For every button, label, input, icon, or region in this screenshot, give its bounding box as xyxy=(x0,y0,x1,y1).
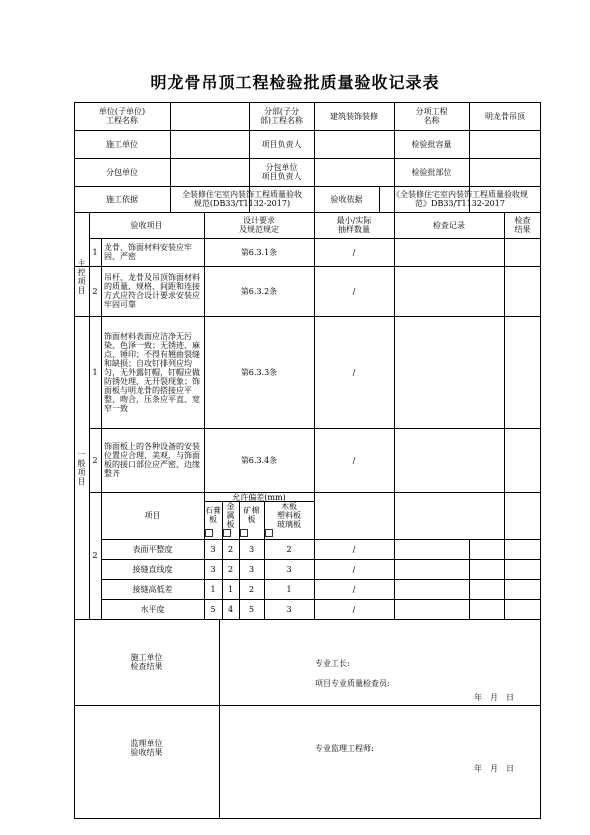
proj-lead-label: 项目负责人 xyxy=(261,139,302,149)
tol-material: 石膏 板 xyxy=(205,506,221,524)
tol-no: 2 xyxy=(92,551,98,560)
tol-row-name: 水平度 xyxy=(140,604,165,614)
inspector-label: 项目专业质量检查员: xyxy=(315,678,390,688)
general-item-no: 2 xyxy=(92,455,98,465)
general-item-text: 饰面材料表面应洁净无污染、色泽一致；无锈迹、麻点、锤印；不得有翘曲裂缝和缺损；自攻钉排列应均匀，无外露钉帽，钉帽应做防锈处理，无开裂现象；饰面板与明龙骨的搭接应平整、吻合，压条应平直、宽窄一致 xyxy=(104,331,200,413)
date-1: 年 月 日 xyxy=(474,692,514,702)
tol-row-sample: / xyxy=(352,544,356,554)
tol-material: 木板 塑料板 玻璃板 xyxy=(277,501,301,529)
main-item-sample: / xyxy=(352,247,356,257)
general-item-sample: / xyxy=(352,367,356,377)
grid-line xyxy=(219,619,220,819)
main-item-req: 第6.3.1条 xyxy=(240,247,278,257)
date-2: 年 月 日 xyxy=(474,763,514,773)
tol-row-value: 3 xyxy=(248,544,255,554)
grid-line xyxy=(394,212,395,619)
foreman-label: 专业工长: xyxy=(315,658,350,668)
tol-row-name: 接缝高低差 xyxy=(132,584,173,594)
unit-label: 单位(子单位) 工程名称 xyxy=(98,107,146,125)
batch-pos-label: 检验批部位 xyxy=(411,167,452,177)
main-item-sample: / xyxy=(352,286,356,296)
tol-title: 允许偏差(mm) xyxy=(232,492,286,502)
general-item-sample: / xyxy=(352,455,356,465)
tol-row-name: 表面平整度 xyxy=(132,544,173,554)
main-item-no: 1 xyxy=(92,247,98,257)
general-label: 一般项目 xyxy=(77,449,86,486)
tol-row-value: 1 xyxy=(227,584,234,594)
page-title: 明龙骨吊顶工程检验批质量验收记录表 xyxy=(150,73,440,92)
tol-material: 矿棉 板 xyxy=(243,506,260,524)
checkbox xyxy=(240,529,248,537)
col-record: 检查记录 xyxy=(433,220,465,230)
tol-row-value: 3 xyxy=(248,564,255,574)
constr-unit-label: 施工单位 xyxy=(106,139,138,149)
grid-line xyxy=(504,212,505,619)
tol-row-value: 2 xyxy=(248,584,255,594)
tol-row-value: 1 xyxy=(210,584,216,594)
engineer-label: 专业监理工程师: xyxy=(315,743,374,753)
grid-line xyxy=(204,316,205,492)
main-item-no: 2 xyxy=(92,286,98,296)
tol-row-value: 1 xyxy=(286,584,292,594)
col-result: 检查 结果 xyxy=(514,216,531,234)
main-label: 主控项目 xyxy=(77,259,86,295)
general-item-req: 第6.3.3条 xyxy=(240,367,278,377)
sub-unit-label: 分包单位 xyxy=(106,167,138,177)
general-item-req: 第6.3.4条 xyxy=(240,455,278,465)
tol-row-value: 2 xyxy=(286,544,292,554)
tol-row-sample: / xyxy=(352,564,356,574)
tol-row-value: 2 xyxy=(227,564,234,574)
checkbox xyxy=(223,529,231,537)
subunit-value: 建筑装饰装修 xyxy=(330,111,378,121)
item-label: 分项工程 名称 xyxy=(415,107,448,125)
tol-item-label: 项目 xyxy=(144,511,161,520)
checkbox xyxy=(265,529,273,537)
grid-line xyxy=(379,186,380,212)
tol-row-value: 3 xyxy=(286,604,292,614)
basis-value: 全装修住宅室内装饰工程质量验收 规范(DB33/T1132-2017) xyxy=(182,190,302,208)
checkbox xyxy=(205,529,213,537)
accept-basis-value: 《全装修住宅室内装饰工程质量验收规 范》DB33/T1132-2017 xyxy=(392,190,528,208)
tol-row-value: 2 xyxy=(227,544,234,554)
tol-row-value: 5 xyxy=(210,604,216,614)
main-item-req: 第6.3.2条 xyxy=(240,286,278,296)
accept-basis-label: 验收依据 xyxy=(330,194,363,204)
tol-row-value: 3 xyxy=(286,564,292,574)
tol-row-value: 3 xyxy=(210,564,216,574)
basis-label: 施工依据 xyxy=(106,194,138,204)
main-item-text: 龙骨、饰面材料安装应牢固、严密 xyxy=(104,243,192,261)
general-item-no: 1 xyxy=(92,367,98,377)
super-result-label: 监理单位 验收结果 xyxy=(130,739,163,757)
col-sampling: 最小/实际 抽样数量 xyxy=(336,216,372,234)
tol-row-sample: / xyxy=(352,584,356,594)
general-item-text: 饰面板上的各种设备的安装位置应合理、美观，与饰面板的接口部位应严密、边缘整齐 xyxy=(104,442,200,478)
col-item: 验收项目 xyxy=(130,220,163,230)
constr-result-label: 施工单位 检查结果 xyxy=(130,653,163,671)
tol-row-value: 4 xyxy=(227,604,234,614)
grid-line xyxy=(469,539,470,619)
tol-row-name: 接缝直线度 xyxy=(132,564,173,574)
tol-row-sample: / xyxy=(352,604,356,614)
subunit-label: 分部(子分 部)工程名称 xyxy=(259,107,304,125)
tol-row-value: 3 xyxy=(210,544,216,554)
batch-cap-label: 检验批容量 xyxy=(411,139,452,149)
sub-lead-label: 分包单位 项目负责人 xyxy=(261,163,302,181)
main-item-text: 吊杆、龙骨及吊顶饰面材料的质量、规格、间距和连接方式应符合设计要求安装应牢固可靠 xyxy=(104,273,200,309)
item-value: 明龙骨吊顶 xyxy=(485,111,525,121)
tol-material: 金属 板 xyxy=(226,501,235,529)
col-requirement: 设计要求 及规范规定 xyxy=(239,216,279,234)
tol-row-value: 5 xyxy=(248,604,255,614)
record-table xyxy=(74,102,541,819)
